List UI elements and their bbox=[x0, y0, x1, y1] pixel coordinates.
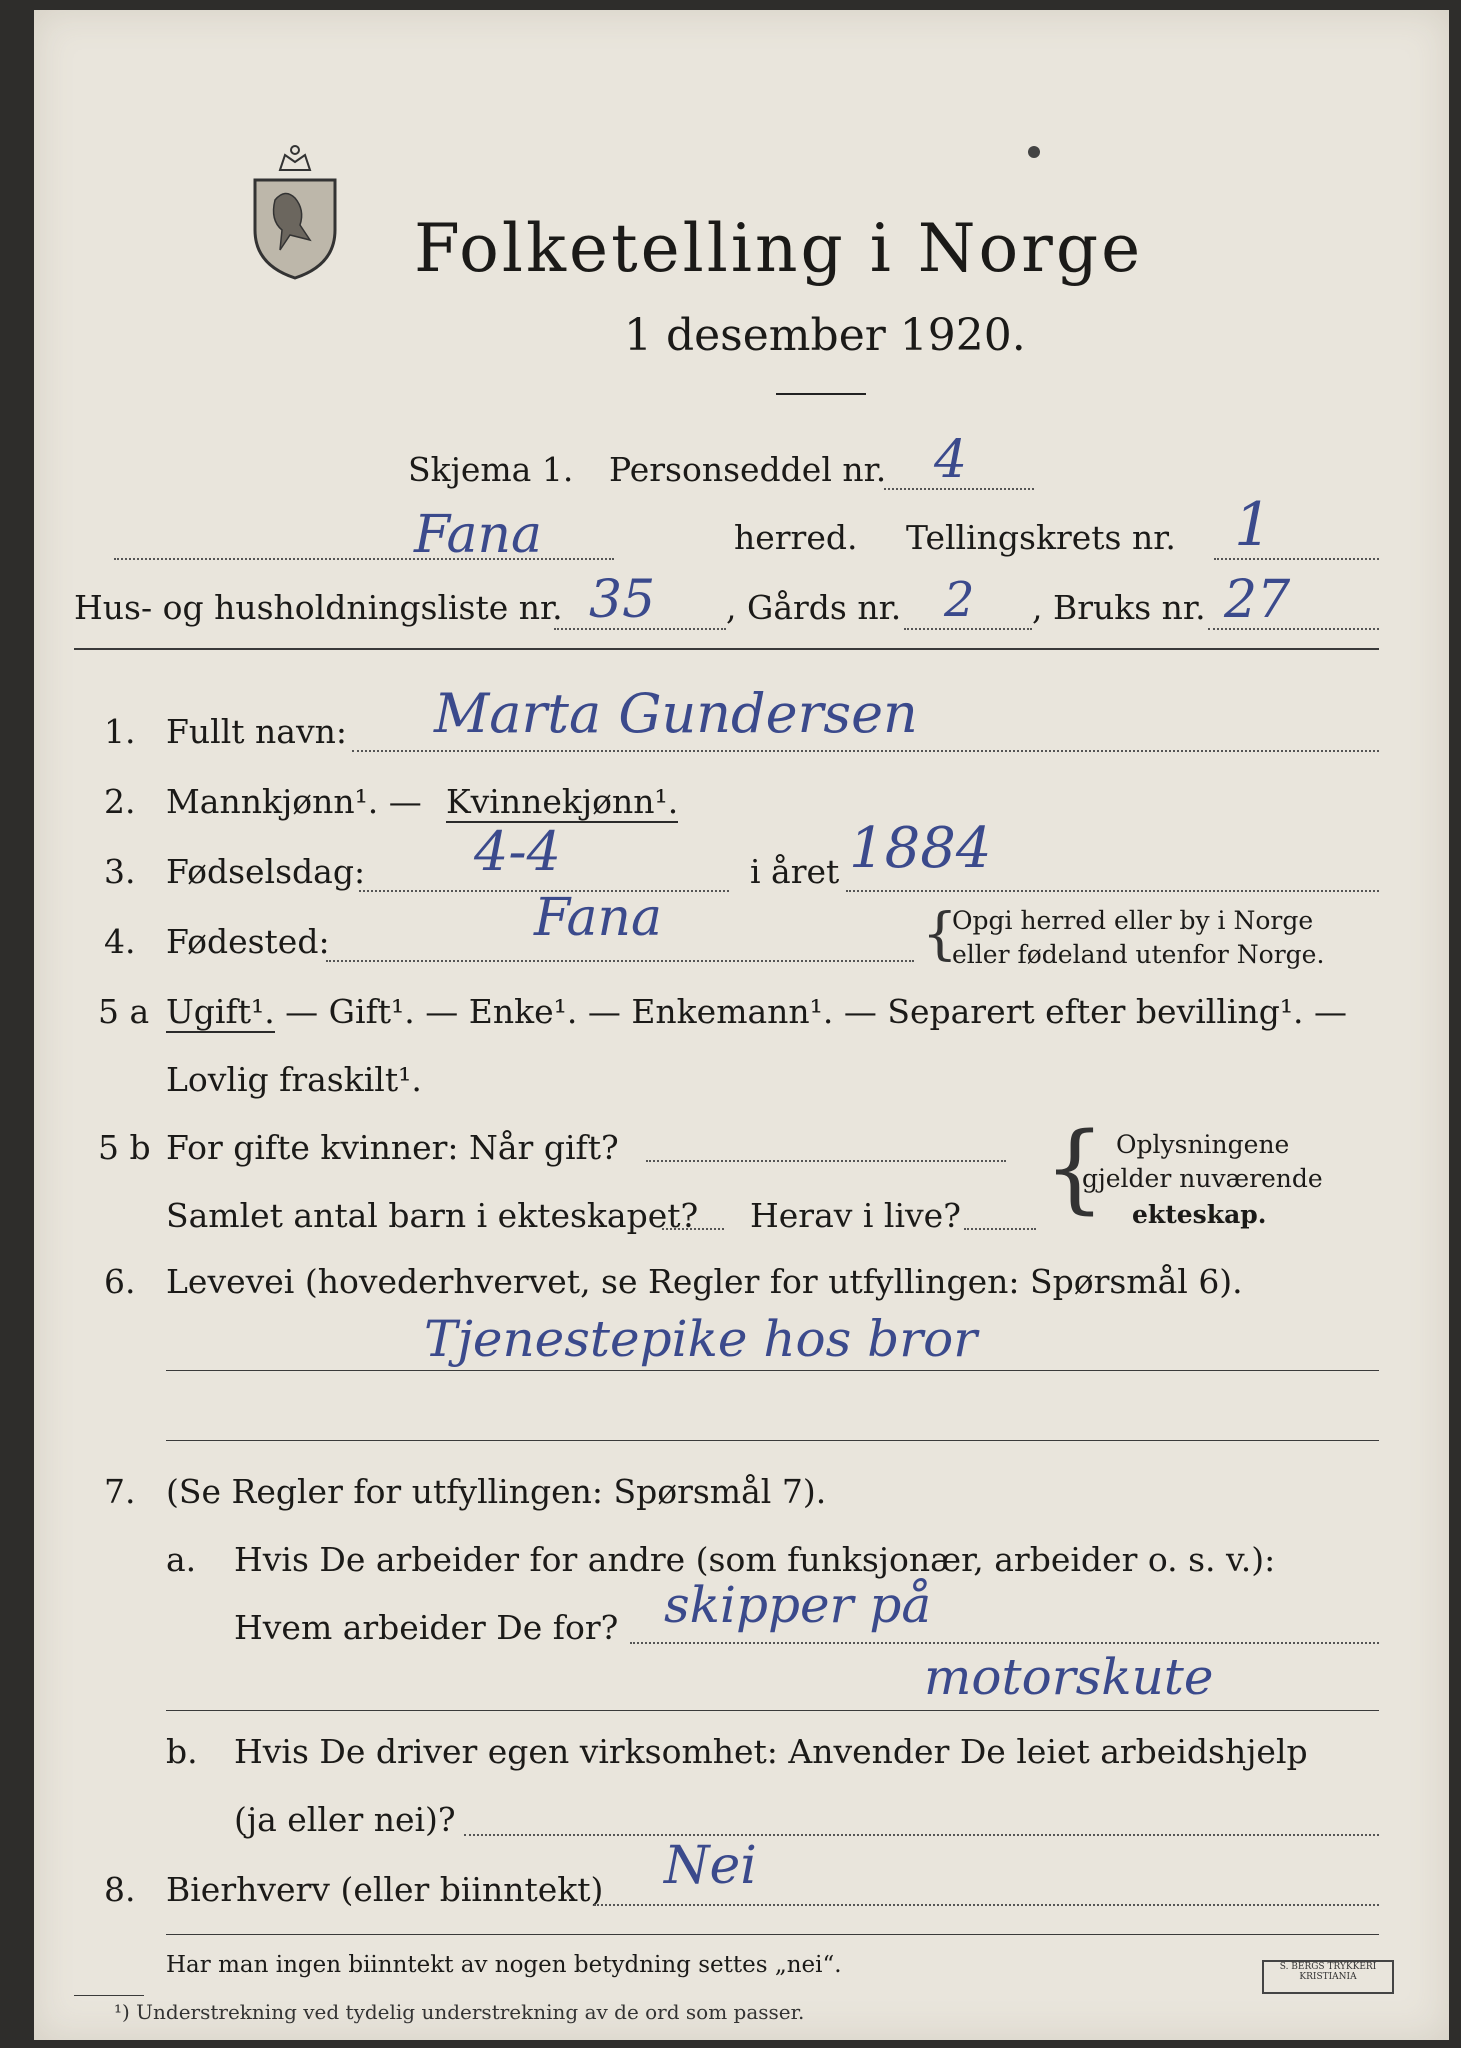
q2-number: 2. bbox=[104, 782, 136, 821]
q5b-label3: Herav i live? bbox=[750, 1196, 961, 1235]
q4-note-line2: eller fødeland utenfor Norge. bbox=[952, 940, 1325, 969]
herred-label: herred. bbox=[734, 518, 858, 557]
bruks-value[interactable]: 27 bbox=[1224, 570, 1291, 630]
q5b-married-field-line bbox=[646, 1160, 1006, 1162]
page-title: Folketelling i Norge bbox=[414, 210, 1144, 287]
q2-kvinne: Kvinnekjønn¹. bbox=[446, 782, 679, 821]
q5b-alive-field-line bbox=[964, 1228, 1036, 1230]
census-date: 1 desember 1920. bbox=[624, 310, 1026, 361]
q7-label: (Se Regler for utfyllingen: Spørsmål 7). bbox=[166, 1472, 827, 1511]
q8-field-line-2 bbox=[166, 1934, 1379, 1935]
divider bbox=[776, 393, 866, 395]
q6-number: 6. bbox=[104, 1262, 136, 1301]
q4-number: 4. bbox=[104, 922, 136, 961]
q7a-value-line2[interactable]: motorskute bbox=[924, 1648, 1214, 1706]
q7a-label: Hvis De arbeider for andre (som funksjonær, arbeider o. s. v.): bbox=[234, 1540, 1276, 1579]
bruks-label: , Bruks nr. bbox=[1032, 588, 1206, 627]
q3-number: 3. bbox=[104, 852, 136, 891]
q7b-label: Hvis De driver egen virksomhet: Anvender De leiet arbeidshjelp bbox=[234, 1732, 1308, 1771]
q1-value[interactable]: Marta Gundersen bbox=[434, 682, 918, 745]
q6-field-line-2 bbox=[166, 1440, 1379, 1441]
q8-value[interactable]: Nei bbox=[664, 1836, 757, 1896]
q7a-field-line-2 bbox=[166, 1710, 1379, 1711]
tellingskrets-value[interactable]: 1 bbox=[1234, 490, 1273, 560]
q1-number: 1. bbox=[104, 712, 136, 751]
q7b-field-line bbox=[464, 1834, 1379, 1836]
q3-year-field-line bbox=[846, 890, 1379, 892]
q5b-label1: For gifte kvinner: Når gift? bbox=[166, 1128, 619, 1167]
q5b-number: 5 b bbox=[98, 1128, 151, 1167]
q1-label: Fullt navn: bbox=[166, 712, 347, 751]
census-form-page bbox=[34, 10, 1449, 2040]
tellingskrets-label: Tellingskrets nr. bbox=[906, 518, 1176, 557]
footnote-rule bbox=[74, 1995, 144, 1996]
q7a-letter: a. bbox=[166, 1540, 197, 1579]
q5b-note-line1: Oplysningene bbox=[1116, 1130, 1290, 1159]
q8-field-line bbox=[594, 1904, 1379, 1906]
q5a-number: 5 a bbox=[98, 992, 150, 1031]
gards-field-line bbox=[904, 628, 1032, 630]
q4-brace: { bbox=[922, 902, 958, 967]
q4-value[interactable]: Fana bbox=[534, 888, 663, 948]
q8-label: Bierhverv (eller biinntekt) bbox=[166, 1870, 604, 1909]
ink-dot bbox=[1028, 146, 1040, 158]
husliste-value[interactable]: 35 bbox=[589, 570, 656, 630]
gards-value[interactable]: 2 bbox=[944, 572, 975, 628]
q7a-value-line1[interactable]: skipper på bbox=[664, 1576, 932, 1634]
q5b-note-line2: gjelder nuværende bbox=[1082, 1164, 1323, 1193]
gards-label: , Gårds nr. bbox=[726, 588, 902, 627]
q4-note-line1: Opgi herred eller by i Norge bbox=[952, 906, 1314, 935]
q7b-label2: (ja eller nei)? bbox=[234, 1800, 456, 1839]
q5a-options bbox=[166, 992, 1347, 1031]
q5b-label2: Samlet antal barn i ekteskapet? bbox=[166, 1196, 699, 1235]
q4-label: Fødested: bbox=[166, 922, 330, 961]
q7a-field-line bbox=[630, 1642, 1379, 1644]
q7-number: 7. bbox=[104, 1472, 136, 1511]
q5a-other-options: — Gift¹. — Enke¹. — Enkemann¹. — Separert efter bevilling¹. — bbox=[274, 992, 1348, 1031]
q3-year-label: i året bbox=[750, 852, 840, 891]
personseddel-label: Personseddel nr. bbox=[609, 450, 887, 489]
q3-label: Fødselsdag: bbox=[166, 852, 366, 891]
herred-value[interactable]: Fana bbox=[414, 505, 543, 565]
coat-of-arms-icon bbox=[240, 140, 350, 280]
q5a-line2: Lovlig fraskilt¹. bbox=[166, 1060, 422, 1099]
personseddel-value[interactable]: 4 bbox=[934, 430, 968, 490]
q6-label: Levevei (hovederhvervet, se Regler for utfyllingen: Spørsmål 6). bbox=[166, 1262, 1243, 1301]
header-rule bbox=[74, 648, 1379, 650]
q5b-note-line3: ekteskap. bbox=[1132, 1200, 1267, 1229]
q2-mann: Mannkjønn¹. — bbox=[166, 782, 422, 821]
q5b-children-field-line bbox=[662, 1228, 724, 1230]
q4-field-line bbox=[326, 960, 914, 962]
q3-value[interactable]: 4-4 bbox=[474, 820, 561, 883]
q8-number: 8. bbox=[104, 1870, 136, 1909]
q3-year-value[interactable]: 1884 bbox=[849, 816, 992, 881]
footer-note: Har man ingen biinntekt av nogen betydning settes „nei“. bbox=[166, 1952, 842, 1978]
q5a-ugift: Ugift¹. bbox=[166, 992, 275, 1031]
q7a-who-label: Hvem arbeider De for? bbox=[234, 1608, 619, 1647]
footnote: ¹) Understrekning ved tydelig understrekning av de ord som passer. bbox=[114, 2000, 805, 2024]
q1-field-line bbox=[352, 750, 1379, 752]
q7b-letter: b. bbox=[166, 1732, 198, 1771]
q6-field-line-1 bbox=[166, 1370, 1379, 1371]
q5b-brace: { bbox=[1044, 1112, 1106, 1224]
q6-value[interactable]: Tjenestepike hos bror bbox=[424, 1310, 978, 1368]
husliste-label: Hus- og husholdningsliste nr. bbox=[74, 588, 563, 627]
printer-stamp: S. BERGS TRYKKERI KRISTIANIA bbox=[1262, 1960, 1394, 1994]
skjema-label: Skjema 1. bbox=[408, 450, 574, 489]
